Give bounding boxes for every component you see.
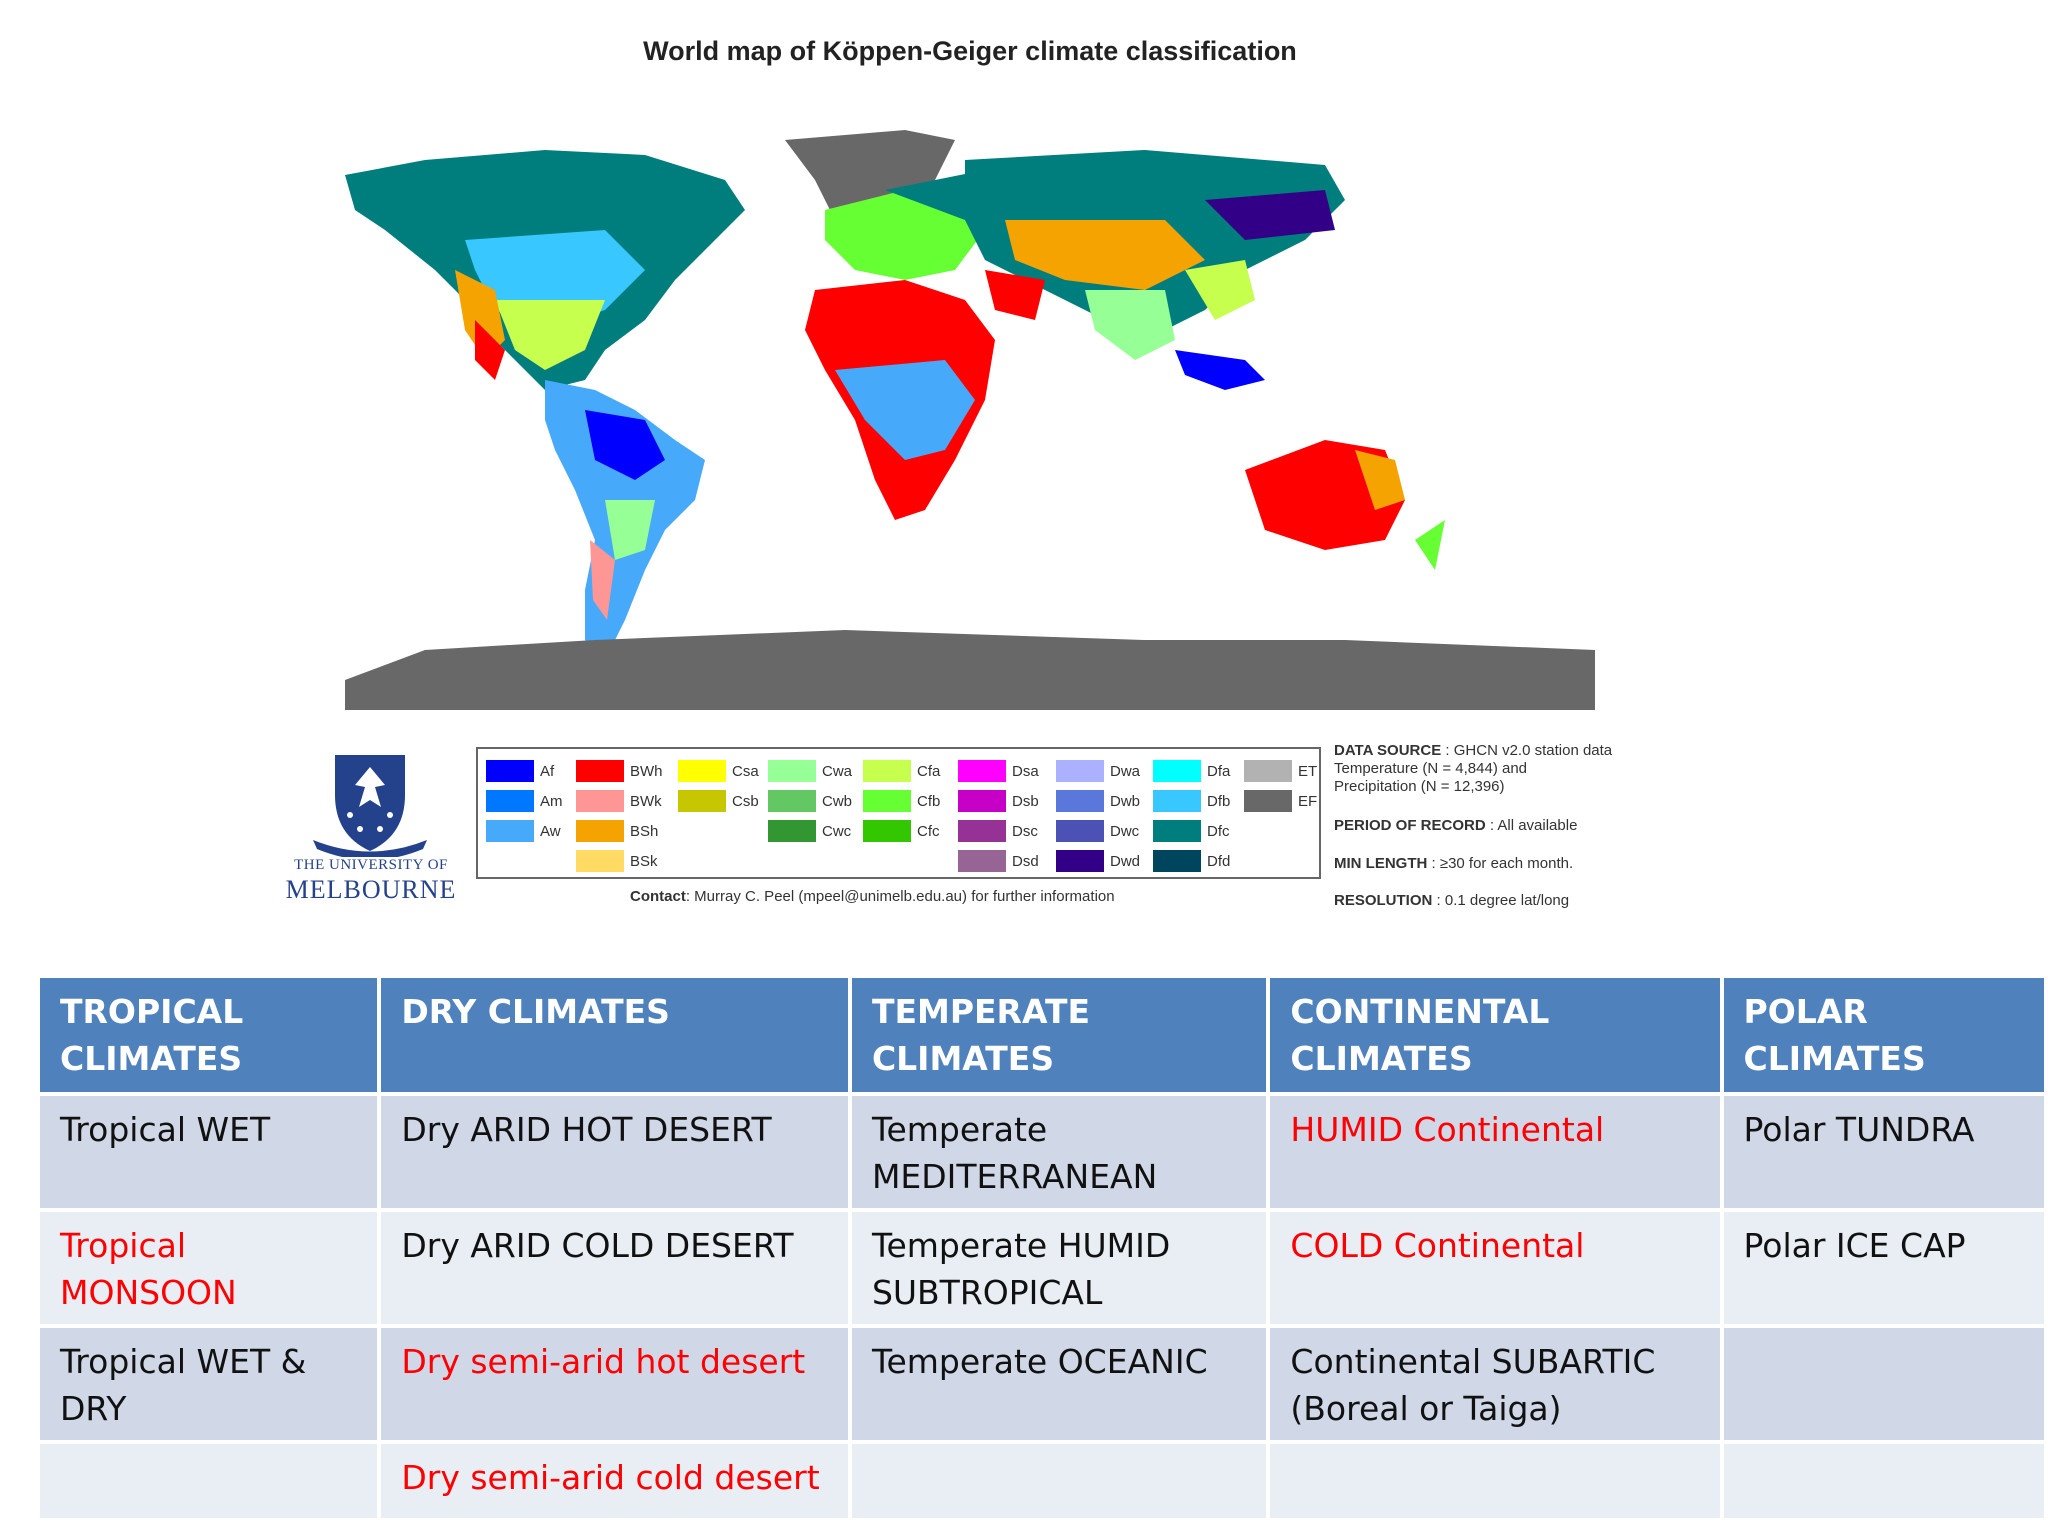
contact-info xyxy=(630,888,1115,905)
legend-swatch xyxy=(678,790,726,812)
contact-text: : Murray C. Peel (mpeel@unimelb.edu.au) for further information xyxy=(685,888,1115,905)
legend-swatch xyxy=(678,760,726,782)
legend xyxy=(476,747,1321,879)
legend-swatch xyxy=(1153,820,1201,842)
legend-item-dwc xyxy=(1056,819,1139,843)
legend-code: Csb xyxy=(732,792,759,810)
legend-swatch xyxy=(486,760,534,782)
antarctica xyxy=(345,630,1595,710)
legend-code: Cfc xyxy=(917,822,940,840)
legend-swatch xyxy=(958,790,1006,812)
legend-code: BSk xyxy=(630,852,658,870)
cell-temperate xyxy=(850,1442,1268,1520)
legend-item-ef xyxy=(1244,789,1317,813)
resolution-text: : 0.1 degree lat/long xyxy=(1436,892,1570,909)
cell-temperate: Temperate HUMID SUBTROPICAL xyxy=(850,1210,1268,1326)
cell-tropical: Tropical WET xyxy=(38,1094,379,1210)
cell-continental: HUMID Continental xyxy=(1268,1094,1721,1210)
cell-dry: Dry semi-arid hot desert xyxy=(379,1326,850,1442)
legend-swatch xyxy=(958,820,1006,842)
legend-item-cfb xyxy=(863,789,940,813)
legend-item-csa xyxy=(678,759,759,783)
legend-item-dsc xyxy=(958,819,1038,843)
legend-code: BWh xyxy=(630,762,663,780)
legend-item-bwk xyxy=(576,789,662,813)
legend-code: Af xyxy=(540,762,555,780)
resolution xyxy=(1334,892,1569,910)
logo-line1: THE UNIVERSITY OF xyxy=(294,857,448,873)
legend-swatch xyxy=(576,760,624,782)
legend-swatch xyxy=(486,820,534,842)
legend-code: Aw xyxy=(540,822,561,840)
header-temperate: TEMPERATE CLIMATES xyxy=(850,976,1268,1094)
cell-temperate: Temperate MEDITERRANEAN xyxy=(850,1094,1268,1210)
legend-item-dwa xyxy=(1056,759,1140,783)
map-title: World map of Köppen-Geiger climate classification xyxy=(643,36,1297,66)
legend-code: Dwb xyxy=(1110,792,1141,810)
legend-code: Dwa xyxy=(1110,762,1141,780)
legend-item-am xyxy=(486,789,563,813)
legend-code: Am xyxy=(540,792,563,810)
world-climate-map xyxy=(345,120,1595,710)
legend-swatch xyxy=(1056,820,1104,842)
legend-swatch xyxy=(863,760,911,782)
table-row xyxy=(38,1442,2046,1520)
legend-swatch xyxy=(1056,760,1104,782)
cell-temperate: Temperate OCEANIC xyxy=(850,1326,1268,1442)
legend-code: Dfa xyxy=(1207,762,1231,780)
legend-swatch xyxy=(768,820,816,842)
legend-item-cwa xyxy=(768,759,852,783)
cell-polar: Polar TUNDRA xyxy=(1722,1094,2046,1210)
table-row xyxy=(38,1210,2046,1326)
cell-tropical: Tropical MONSOON xyxy=(38,1210,379,1326)
legend-code: EF xyxy=(1298,792,1318,810)
legend-code: Dsc xyxy=(1012,822,1038,840)
cell-dry: Dry ARID HOT DESERT xyxy=(379,1094,850,1210)
table-row xyxy=(38,1094,2046,1210)
legend-item-dwd xyxy=(1056,849,1140,873)
legend-item-bsk xyxy=(576,849,658,873)
legend-item-dfd xyxy=(1153,849,1230,873)
legend-code: Dfd xyxy=(1207,852,1231,870)
legend-item-aw xyxy=(486,819,561,843)
legend-swatch xyxy=(486,790,534,812)
legend-code: Dsa xyxy=(1012,762,1039,780)
legend-swatch xyxy=(1056,790,1104,812)
period-label: PERIOD OF RECORD xyxy=(1334,817,1486,834)
legend-swatch xyxy=(576,790,624,812)
cell-continental: COLD Continental xyxy=(1268,1210,1721,1326)
legend-swatch xyxy=(958,760,1006,782)
table-row xyxy=(38,1326,2046,1442)
legend-item-dfc xyxy=(1153,819,1230,843)
legend-item-bsh xyxy=(576,819,658,843)
cell-polar xyxy=(1722,1442,2046,1520)
legend-code: Dsd xyxy=(1012,852,1039,870)
min-length-label: MIN LENGTH xyxy=(1334,855,1428,872)
cell-dry: Dry ARID COLD DESERT xyxy=(379,1210,850,1326)
data-source-text: : GHCN v2.0 station data xyxy=(1445,742,1613,759)
legend-item-cwb xyxy=(768,789,852,813)
legend-item-bwh xyxy=(576,759,663,783)
legend-code: Dwd xyxy=(1110,852,1141,870)
cell-tropical: Tropical WET & DRY xyxy=(38,1326,379,1442)
legend-item-dwb xyxy=(1056,789,1140,813)
shield-icon xyxy=(305,745,435,857)
table-header-row xyxy=(38,976,2046,1094)
legend-item-dsb xyxy=(958,789,1039,813)
data-source-line3: Precipitation (N = 12,396) xyxy=(1334,778,1505,795)
legend-code: Cwb xyxy=(822,792,853,810)
legend-item-dsa xyxy=(958,759,1039,783)
contact-label: Contact xyxy=(630,888,686,905)
legend-swatch xyxy=(958,850,1006,872)
cell-tropical xyxy=(38,1442,379,1520)
legend-swatch xyxy=(576,820,624,842)
legend-swatch xyxy=(1244,760,1292,782)
legend-swatch xyxy=(863,790,911,812)
legend-item-dsd xyxy=(958,849,1039,873)
legend-swatch xyxy=(863,820,911,842)
min-length xyxy=(1334,855,1573,873)
header-dry: DRY CLIMATES xyxy=(379,976,850,1094)
legend-swatch xyxy=(1153,790,1201,812)
legend-code: Cfa xyxy=(917,762,941,780)
cell-continental xyxy=(1268,1442,1721,1520)
legend-item-af xyxy=(486,759,554,783)
legend-swatch xyxy=(1153,850,1201,872)
legend-code: ET xyxy=(1298,762,1318,780)
legend-swatch xyxy=(768,760,816,782)
logo-line2: MELBOURNE xyxy=(285,875,457,904)
legend-code: Cwc xyxy=(822,822,852,840)
period-text: : All available xyxy=(1489,817,1578,834)
legend-code: Cfb xyxy=(917,792,941,810)
cell-continental: Continental SUBARTIC (Boreal or Taiga) xyxy=(1268,1326,1721,1442)
legend-code: Dfb xyxy=(1207,792,1231,810)
data-source-line2: Temperature (N = 4,844) and xyxy=(1334,760,1528,777)
legend-item-cfc xyxy=(863,819,940,843)
university-logo xyxy=(285,745,457,905)
legend-item-dfb xyxy=(1153,789,1230,813)
legend-code: Dfc xyxy=(1207,822,1230,840)
legend-swatch xyxy=(1056,850,1104,872)
header-polar: POLAR CLIMATES xyxy=(1722,976,2046,1094)
legend-item-et xyxy=(1244,759,1317,783)
legend-code: Csa xyxy=(732,762,759,780)
header-tropical: TROPICAL CLIMATES xyxy=(38,976,379,1094)
legend-swatch xyxy=(1244,790,1292,812)
cell-dry: Dry semi-arid cold desert xyxy=(379,1442,850,1520)
legend-code: Dsb xyxy=(1012,792,1039,810)
legend-item-cfa xyxy=(863,759,940,783)
data-source-label: DATA SOURCE xyxy=(1334,742,1442,759)
data-source xyxy=(1334,742,1612,796)
legend-swatch xyxy=(1153,760,1201,782)
legend-swatch xyxy=(576,850,624,872)
legend-code: Cwa xyxy=(822,762,853,780)
legend-code: BWk xyxy=(630,792,662,810)
legend-item-csb xyxy=(678,789,759,813)
min-length-text: : ≥30 for each month. xyxy=(1431,855,1574,872)
cell-polar xyxy=(1722,1326,2046,1442)
legend-item-dfa xyxy=(1153,759,1230,783)
legend-swatch xyxy=(768,790,816,812)
header-continental: CONTINENTAL CLIMATES xyxy=(1268,976,1721,1094)
climate-table xyxy=(36,974,2048,1522)
resolution-label: RESOLUTION xyxy=(1334,892,1433,909)
cell-polar: Polar ICE CAP xyxy=(1722,1210,2046,1326)
legend-item-cwc xyxy=(768,819,851,843)
legend-code: BSh xyxy=(630,822,659,840)
legend-code: Dwc xyxy=(1110,822,1140,840)
period-of-record xyxy=(1334,817,1577,835)
